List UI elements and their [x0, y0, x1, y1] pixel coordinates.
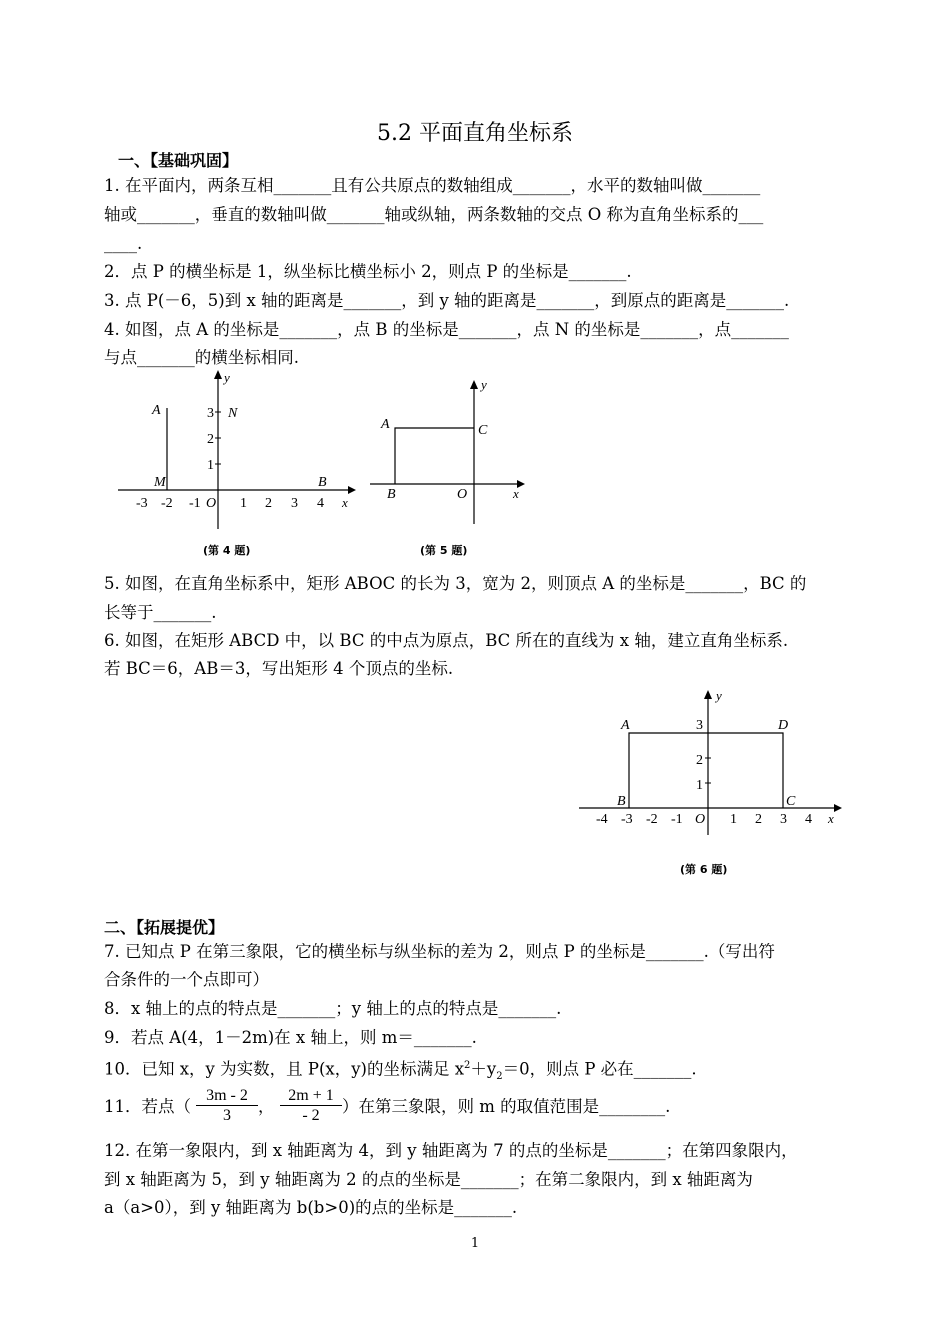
fig6-origin: O — [695, 812, 706, 827]
fig4-xtick: -1 — [189, 496, 201, 511]
fig4-ytick: 1 — [207, 458, 214, 473]
fig6-xtick: -1 — [671, 812, 683, 827]
fig6-xtick: 1 — [730, 812, 737, 827]
fraction-1-denominator: 3 — [196, 1105, 258, 1126]
fig5-point-A: A — [381, 417, 390, 432]
fig6-ytick: 2 — [696, 753, 703, 768]
question-2: 2．点 P 的横坐标是 1，纵坐标比横坐标小 2，则点 P 的坐标是_______. — [104, 262, 632, 281]
figure-4-caption: (第 4 题) — [203, 544, 251, 557]
fig6-xtick: -4 — [596, 812, 608, 827]
question-11-prefix: 11．若点（ — [104, 1097, 191, 1116]
question-7-line-1: 7. 已知点 P 在第三象限，它的横坐标与纵坐标的差为 2，则点 P 的坐标是_______.（写出符 — [104, 942, 775, 961]
fraction-2-denominator: - 2 — [280, 1105, 342, 1126]
figure-6-caption: (第 6 题) — [680, 863, 728, 876]
question-11-comma: ， — [258, 1097, 275, 1116]
question-9: 9．若点 A(4，1－2m)在 x 轴上，则 m＝_______. — [104, 1028, 477, 1047]
fig4-xtick: 3 — [291, 496, 298, 511]
figure-5-caption: (第 5 题) — [420, 544, 468, 557]
figure-4 — [110, 364, 360, 539]
fig4-ytick: 3 — [207, 406, 214, 421]
fig6-xtick: 2 — [755, 812, 762, 827]
fraction-1 — [196, 1087, 258, 1126]
fig5-origin: O — [457, 487, 468, 502]
fig4-point-N: N — [228, 406, 238, 421]
page-number: 1 — [470, 1236, 480, 1251]
page-title: 5.2 平面直角坐标系 — [377, 121, 573, 146]
fig6-xtick: 3 — [780, 812, 787, 827]
fraction-2-numerator: 2m + 1 — [288, 1087, 334, 1104]
fraction-2 — [280, 1087, 342, 1126]
question-8: 8．x 轴上的点的特点是_______；y 轴上的点的特点是_______. — [104, 999, 562, 1018]
question-1-line-2: 轴或_______，垂直的数轴叫做_______轴或纵轴，两条数轴的交点 O 称为直角坐标系的___ — [104, 205, 764, 224]
fig6-point-A: A — [621, 718, 630, 733]
question-5-line-1: 5. 如图，在直角坐标系中，矩形 ABOC 的长为 3，宽为 2，则顶点 A 的坐标是_______，BC 的 — [104, 574, 807, 593]
question-1-line-3: ____. — [104, 234, 143, 253]
fig5-point-C: C — [478, 423, 488, 438]
fig6-xtick: -2 — [646, 812, 658, 827]
fig4-ytick: 2 — [207, 432, 214, 447]
fig4-point-A: A — [152, 403, 161, 418]
question-12-line-2: 到 x 轴距离为 5，到 y 轴距离为 2 的点的坐标是_______；在第二象限内，到 x 轴距离为 — [104, 1170, 753, 1189]
figure-5 — [365, 374, 535, 534]
fig6-point-B: B — [617, 794, 626, 809]
question-4-line-1: 4. 如图，点 A 的坐标是_______，点 B 的坐标是_______，点 N 的坐标是_______，点_______ — [104, 320, 789, 339]
fig6-x-label: x — [828, 811, 834, 826]
fig4-x-label: x — [342, 495, 348, 510]
fig4-y-label: y — [224, 370, 230, 385]
question-5-line-2: 长等于_______. — [104, 603, 217, 622]
fig4-origin: O — [206, 496, 217, 511]
question-6-line-1: 6. 如图，在矩形 ABCD 中，以 BC 的中点为原点，BC 所在的直线为 x 轴，建立直角坐标系. — [104, 631, 789, 650]
fig5-y-label: y — [481, 377, 487, 392]
question-4-line-2: 与点_______的横坐标相同. — [104, 348, 299, 367]
section-heading-extension: 二、【拓展提优】 — [104, 918, 225, 937]
question-7-line-2: 合条件的一个点即可） — [104, 970, 269, 989]
fig4-point-B: B — [318, 475, 327, 490]
fig6-y-label: y — [716, 688, 722, 703]
question-3: 3. 点 P(－6，5)到 x 轴的距离是_______，到 y 轴的距离是_______，到原点的距离是_______. — [104, 291, 790, 310]
fig5-point-B: B — [387, 487, 396, 502]
question-1-line-1: 1. 在平面内，两条互相_______且有公共原点的数轴组成_______，水平的数轴叫做_______ — [104, 176, 761, 195]
figure-6 — [575, 685, 850, 845]
fig4-point-M: M — [154, 475, 166, 490]
question-6-line-2: 若 BC＝6，AB＝3，写出矩形 4 个顶点的坐标. — [104, 659, 454, 678]
fig4-xtick: 2 — [265, 496, 272, 511]
section-heading-basic: 一、【基础巩固】 — [118, 151, 239, 170]
fig4-xtick: 1 — [240, 496, 247, 511]
fig6-point-D: D — [778, 718, 789, 733]
fig6-xtick: 4 — [805, 812, 812, 827]
fraction-1-numerator: 3m - 2 — [206, 1087, 248, 1104]
fig4-xtick: -2 — [161, 496, 173, 511]
fig4-xtick: 4 — [317, 496, 324, 511]
fig6-xtick: -3 — [621, 812, 633, 827]
fig6-ytick: 1 — [696, 778, 703, 793]
question-12-line-1: 12. 在第一象限内，到 x 轴距离为 4，到 y 轴距离为 7 的点的坐标是_______；在第四象限内， — [104, 1141, 798, 1160]
question-12-line-3: a（a>0），到 y 轴距离为 b(b>0)的点的坐标是_______. — [104, 1198, 518, 1217]
question-11-suffix: ）在第三象限，则 m 的取值范围是________. — [342, 1097, 671, 1116]
fig5-x-label: x — [513, 486, 519, 501]
fig6-ytick: 3 — [696, 718, 703, 733]
question-10: 10．已知 x，y 为实数，且 P(x，y)的坐标满足 $x^2+y_2=0$，则点 P 必在_______. — [104, 1059, 697, 1082]
fig6-point-C: C — [786, 794, 796, 809]
fig4-xtick: -3 — [136, 496, 148, 511]
